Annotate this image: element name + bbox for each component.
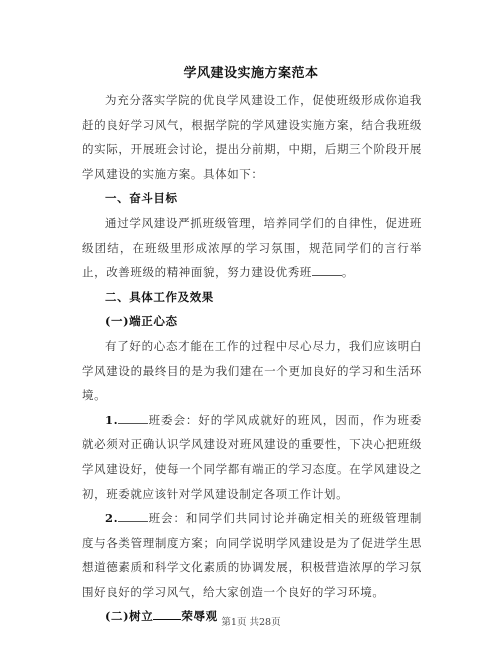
subsection-heading-text-end: 荣辱观 bbox=[181, 609, 218, 624]
list-item-text: 班会：和同学们共同讨论并确定相关的班级管理制度与各类管理制度方案；向同学说明学风建设是为了促进学生思想道德素质和科学文化素质的协调发展，积极营造浓厚的学习氛围好良好的学习风气，给大家创造一个良好的学习环境。 bbox=[82, 511, 422, 599]
document-title: 学风建设实施方案范本 bbox=[183, 66, 319, 81]
subsection-heading-mindset: (一)端正心态 bbox=[105, 314, 178, 329]
goals-paragraph bbox=[82, 211, 422, 285]
list-item-committee bbox=[82, 408, 422, 506]
list-number: 1. bbox=[105, 412, 119, 427]
section-heading-goals: 一、奋斗目标 bbox=[105, 191, 178, 206]
fill-in-blank bbox=[118, 413, 148, 424]
goals-text: 通过学风建设严抓班级管理，培养同学们的自律性，促进班级团结，在班级里形成浓厚的学习氛围，规范同学们的言行举止，改善班级的精神面貌，努力建设优秀班 bbox=[82, 215, 422, 280]
mindset-paragraph: 有了好的心态才能在工作的过程中尽心尽力，我们应该明白学风建设的最终目的是为我们建在一个更加良好的学习和生活环境。 bbox=[82, 338, 422, 403]
subsection-heading-text: (二)树立 bbox=[105, 609, 154, 624]
goals-text-end: 。 bbox=[341, 265, 355, 280]
page-number-footer: 第1页 共28页 bbox=[221, 617, 281, 628]
list-item-text: 班委会：好的学风成就好的班风，因而，作为班委就必须对正确认识学风建设对班风建设的重要性，下决心把班级学风建设好，使每一个同学都有端正的学习态度。在学风建设之初，班委就应该针对学风建设制定各项工作计划。 bbox=[82, 412, 422, 501]
list-number: 2. bbox=[105, 511, 119, 526]
section-heading-work: 二、具体工作及效果 bbox=[105, 289, 214, 304]
fill-in-blank bbox=[312, 265, 342, 276]
list-item-meeting bbox=[82, 506, 422, 604]
fill-in-blank bbox=[118, 511, 148, 522]
intro-paragraph: 为充分落实学院的优良学风建设工作，促使班级形成你追我赶的良好学习风气，根据学院的学风建设实施方案，结合我班级的实际，开展班会讨论，提出分前期，中期，后期三个阶段开展学风建设的实施方案。具体如下： bbox=[82, 93, 422, 181]
document-body bbox=[82, 88, 422, 629]
